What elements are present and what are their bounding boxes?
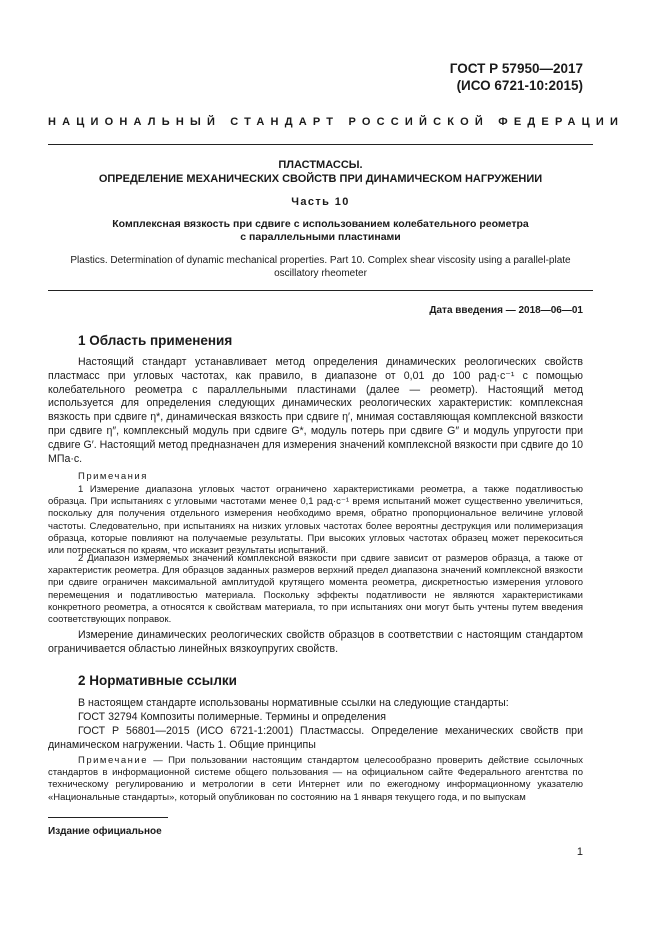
section-2-heading: 2 Нормативные ссылки (78, 673, 237, 688)
notes-label: Примечания (78, 471, 148, 482)
page-number: 1 (576, 846, 583, 858)
document-title (48, 158, 593, 186)
english-title-line-2: oscillatory rheometer (274, 268, 367, 279)
reference-1: ГОСТ 32794 Композиты полимерные. Термины и определения (78, 711, 386, 723)
iso-code: (ИСО 6721-10:2015) (456, 78, 583, 93)
section-2-note-text: — При пользовании настоящим стандартом целесообразно проверить действие ссылочных стандартов в информационной системе общего пользования — на официальном сайте Федерального агентства по техническому регулированию и метрологии в сети Интернет или по ежегодному информационному указателю «Национальные стандарты», который опубликован по состоянию на 1 января текущего года, и по выпускам (48, 755, 583, 803)
official-edition: Издание официальное (48, 826, 162, 837)
subtitle-line-2: с параллельными пластинами (240, 231, 401, 243)
gost-code: ГОСТ Р 57950—2017 (449, 61, 583, 76)
national-standard-banner: НАЦИОНАЛЬНЫЙ СТАНДАРТ РОССИЙСКОЙ ФЕДЕРАЦИИ (48, 116, 625, 128)
section-2-intro: В настоящем стандарте использованы нормативные ссылки на следующие стандарты: (78, 697, 509, 709)
document-subtitle (48, 218, 593, 244)
title-rule (48, 290, 593, 291)
footer-rule (48, 817, 168, 818)
section-2-note-label: Примечание (78, 755, 148, 766)
title-line-2: ОПРЕДЕЛЕНИЕ МЕХАНИЧЕСКИХ СВОЙСТВ ПРИ ДИНАМИЧЕСКОМ НАГРУЖЕНИИ (98, 173, 543, 185)
header-rule (48, 144, 593, 145)
section-1-heading: 1 Область применения (78, 333, 233, 348)
section-2-note (48, 755, 583, 804)
note-1: 1 Измерение диапазона угловых частот ограничено характеристиками реометра, а также податливостью образца. При испытаниях с угловыми частотами менее 0,1 рад·с⁻¹ время испытаний может существенно увеличиться, поскольку для получения отдельного измерения необходимо время, обратно пропорциональное величине угловой частоты. Следовательно, при испытаниях на низких угловых частотах более вероятны деструкция или полимеризация образца, которые повлияют на получаемые результаты. При высоких угловых частотах образец может перекоситься или потрескаться по краям, что исказит результаты испытаний. (48, 484, 583, 557)
introduction-date: Дата введения — 2018—06—01 (429, 305, 583, 316)
section-1-paragraph-2: Измерение динамических реологических свойств образцов в соответствии с настоящим стандартом ограничивается областью линейных вязкоупругих свойств. (48, 629, 583, 655)
english-title (48, 254, 593, 280)
standard-designation (450, 60, 583, 94)
part-number: Часть 10 (291, 196, 350, 208)
note-2: 2 Диапазон измеряемых значений комплексной вязкости при сдвиге зависит от размеров образца, а также от характеристик реометра. Для образцов заданных размеров верхний предел диапазона значений комплексной вязкости при сдвиге ограничен максимальной амплитудой крутящего момента реометра, дискретностью измерения углового перемещения и податливостью материала. Поскольку эффекты податливости не являются характеристиками конкретного реометра, а относятся к свойствам материала, то при испытаниях они могут быть учтены путем введения соответствующих поправок. (48, 553, 583, 626)
subtitle-line-1: Комплексная вязкость при сдвиге с использованием колебательного реометра (112, 218, 529, 230)
reference-2: ГОСТ Р 56801—2015 (ИСО 6721-1:2001) Пластмассы. Определение механических свойств при динамическом нагружении. Часть 1. Общие принципы (48, 725, 583, 751)
english-title-line-1: Plastics. Determination of dynamic mechanical properties. Part 10. Complex shear viscosity using a parallel-plate (70, 255, 571, 266)
title-line-1: ПЛАСТМАССЫ. (278, 159, 363, 171)
section-1-paragraph-1: Настоящий стандарт устанавливает метод определения динамических реологических свойств пластмасс при угловых частотах, как правило, в диапазоне от 0,01 до 100 рад·с⁻¹ с помощью колебательного реометра с параллельными пластинами (далее — реометр). Настоящий метод используется для определения следующих динамических реологических характеристик: комплексная вязкость при сдвиге η*, динамическая вязкость при сдвиге η′, мнимая составляющая комплексной вязкости при сдвиге η″, комплексный модуль при сдвиге G*, модуль потерь при сдвиге G″ и модуль упругости при сдвиге G′. Настоящий метод предназначен для измерения значений комплексной вязкости при сдвиге до 10 МПа·с. (48, 356, 583, 465)
